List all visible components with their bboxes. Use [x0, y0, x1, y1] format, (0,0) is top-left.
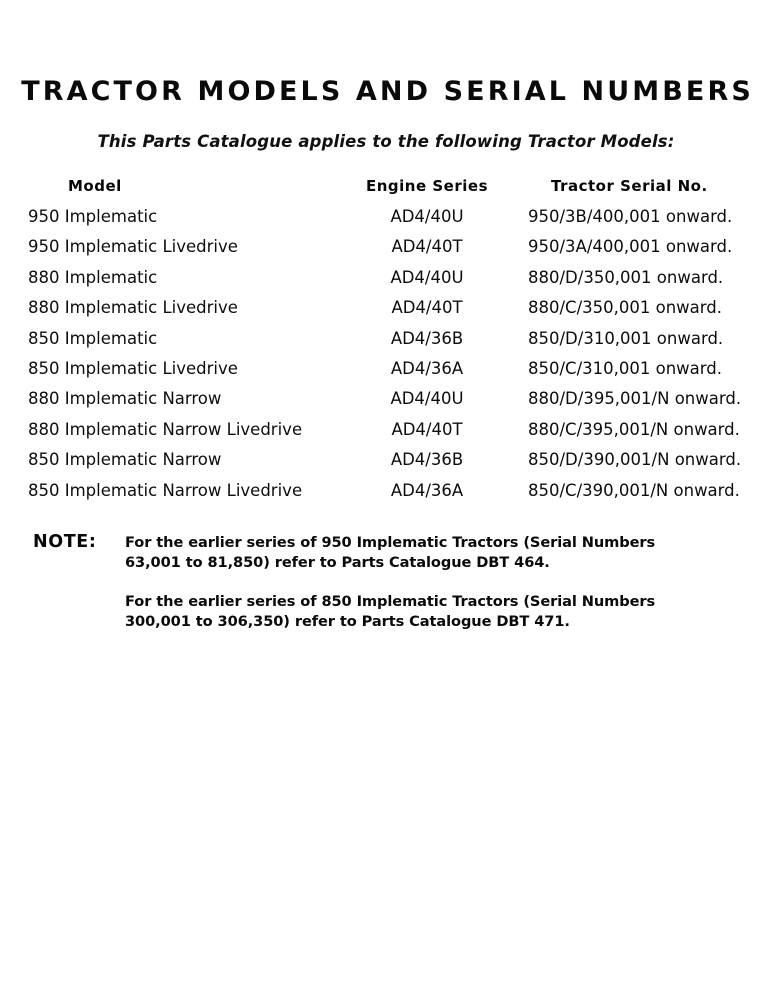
- tractor-models-table: [0, 176, 772, 510]
- cell-serial-no: 880/D/395,001/N onward.: [528, 389, 742, 409]
- table-row: [0, 267, 772, 297]
- cell-engine-series: AD4/40T: [391, 237, 463, 257]
- cell-serial-no: 850/C/310,001 onward.: [528, 358, 722, 378]
- page-title: TRACTOR MODELS AND SERIAL NUMBERS: [21, 76, 754, 107]
- note-line: 63,001 to 81,850) refer to Parts Catalogue DBT 464.: [125, 553, 550, 571]
- page-subtitle: This Parts Catalogue applies to the following Tractor Models:: [97, 132, 675, 151]
- cell-serial-no: 850/D/390,001/N onward.: [528, 450, 742, 470]
- cell-engine-series: AD4/40U: [390, 267, 464, 287]
- cell-model: 950 Implematic: [28, 207, 158, 226]
- table-row: [0, 297, 772, 327]
- cell-model: 950 Implematic Livedrive: [28, 237, 238, 257]
- cell-engine-series: AD4/36B: [390, 328, 464, 348]
- table-row: [0, 419, 772, 449]
- cell-serial-no: 880/C/395,001/N onward.: [528, 419, 740, 439]
- column-header-engine-series: Engine Series: [366, 177, 488, 195]
- table-row: [0, 449, 772, 479]
- table-row: [0, 206, 772, 236]
- cell-serial-no: 850/D/310,001 onward.: [528, 328, 724, 348]
- cell-engine-series: AD4/40U: [390, 389, 464, 409]
- note-line: For the earlier series of 850 Implematic Tractors (Serial Numbers: [125, 593, 656, 610]
- cell-model: 880 Implematic Livedrive: [28, 298, 238, 318]
- table-row: [0, 236, 772, 266]
- cell-model: 850 Implematic Livedrive: [28, 358, 238, 378]
- cell-serial-no: 880/C/350,001 onward.: [528, 298, 722, 318]
- cell-model: 880 Implematic Narrow: [28, 389, 222, 409]
- cell-serial-no: 880/D/350,001 onward.: [528, 267, 724, 287]
- cell-model: 880 Implematic: [28, 267, 158, 287]
- cell-engine-series: AD4/40T: [391, 298, 463, 318]
- cell-engine-series: AD4/36B: [390, 450, 464, 470]
- cell-engine-series: AD4/36A: [390, 480, 464, 500]
- cell-model: 850 Implematic: [28, 328, 158, 348]
- note-paragraph: [125, 592, 725, 631]
- column-header-tractor-serial-no: Tractor Serial No.: [551, 177, 708, 195]
- note-line: For the earlier series of 950 Implematic Tractors (Serial Numbers: [125, 534, 656, 551]
- cell-model: 850 Implematic Narrow Livedrive: [28, 480, 303, 500]
- note-line: 300,001 to 306,350) refer to Parts Catalogue DBT 471.: [125, 612, 570, 630]
- cell-serial-no: 950/3B/400,001 onward.: [528, 207, 733, 226]
- cell-serial-no: 950/3A/400,001 onward.: [528, 237, 733, 257]
- cell-engine-series: AD4/36A: [390, 358, 464, 378]
- note-label: NOTE:: [33, 532, 97, 552]
- cell-engine-series: AD4/40U: [390, 207, 464, 226]
- cell-model: 880 Implematic Narrow Livedrive: [28, 419, 303, 439]
- table-row: [0, 328, 772, 358]
- note-paragraph: [125, 533, 725, 572]
- table-row: [0, 358, 772, 388]
- cell-model: 850 Implematic Narrow: [28, 450, 222, 470]
- column-header-model: Model: [68, 177, 122, 195]
- cell-engine-series: AD4/40T: [391, 419, 463, 439]
- table-row: [0, 480, 772, 510]
- table-header-row: [0, 176, 772, 206]
- table-row: [0, 388, 772, 418]
- cell-serial-no: 850/C/390,001/N onward.: [528, 480, 740, 500]
